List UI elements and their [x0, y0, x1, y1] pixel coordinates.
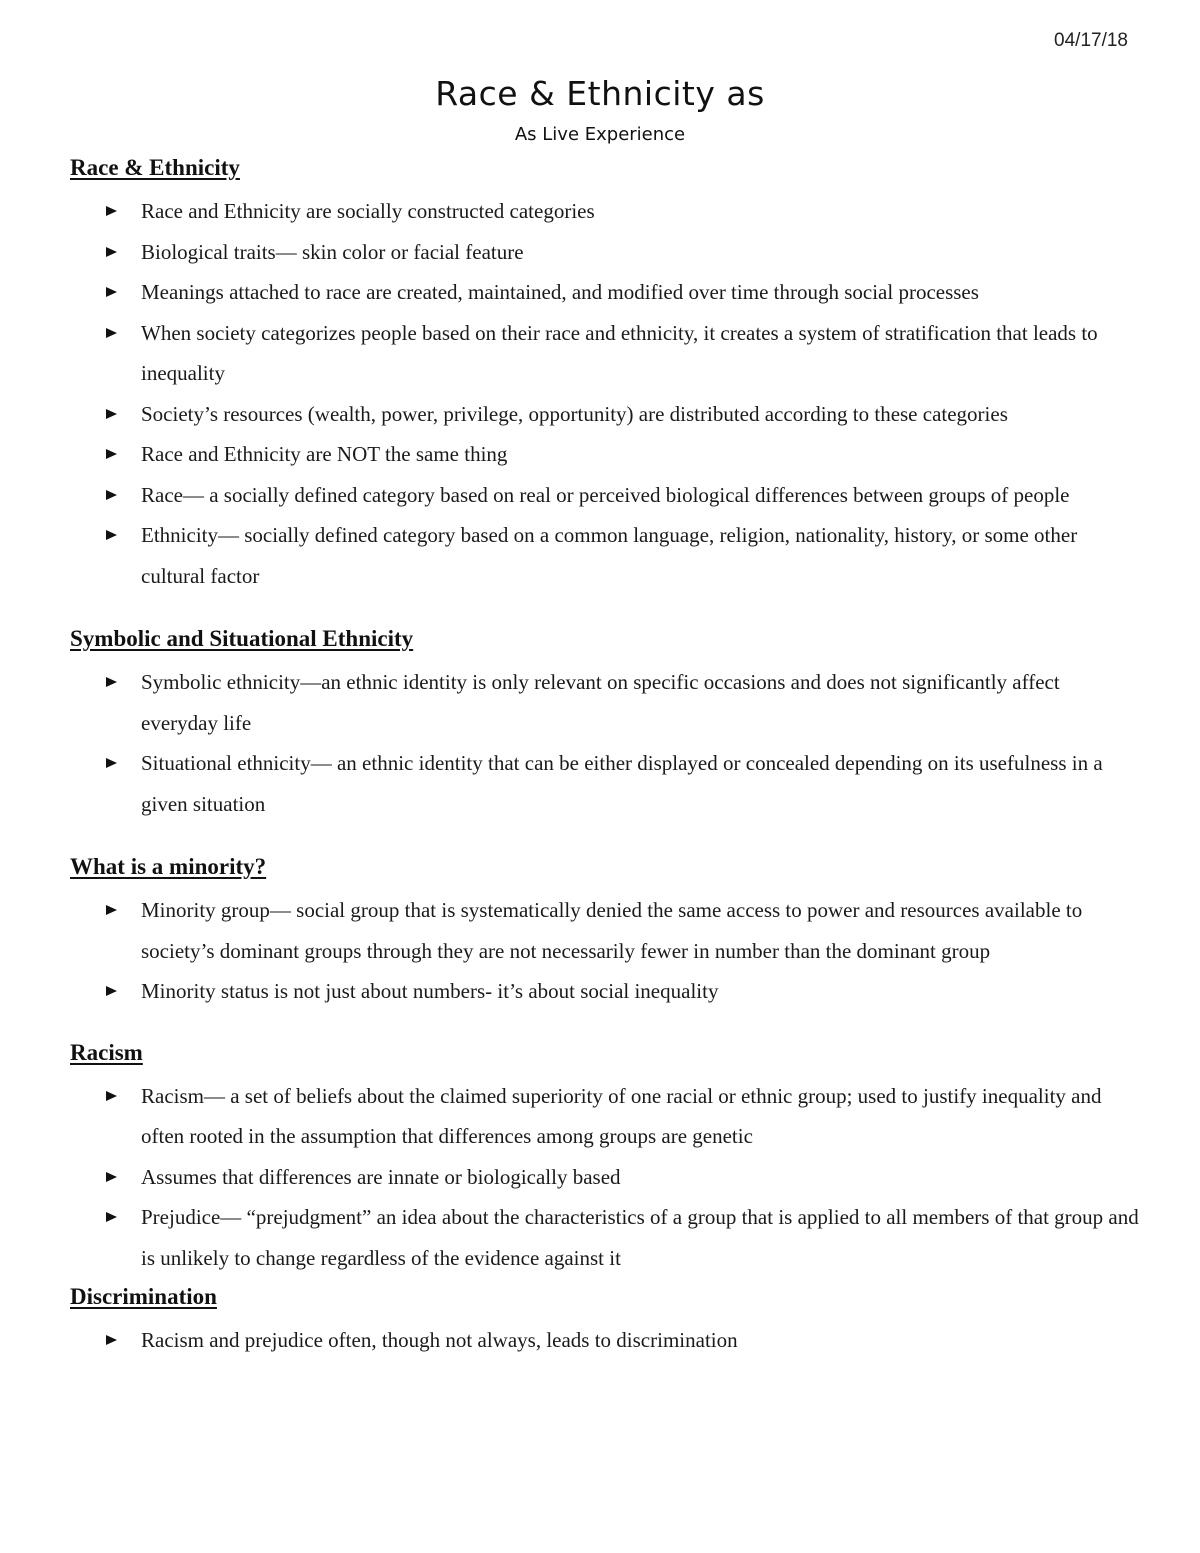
bullet-arrow-icon: [106, 206, 117, 216]
section-race-ethnicity: [70, 151, 1140, 596]
section-minority: [70, 850, 1140, 1012]
list-item: [70, 1197, 1140, 1278]
list-item: [70, 272, 1140, 313]
bullet-arrow-icon: [106, 1335, 117, 1345]
list-item-text: Ethnicity— socially defined category based on a common language, religion, nationality, history, or some other cultural factor: [141, 523, 1078, 588]
bullet-arrow-icon: [106, 986, 117, 996]
section-symbolic-situational: [70, 622, 1140, 824]
list-item: [70, 1157, 1140, 1198]
list-item-text: Meanings attached to race are created, maintained, and modified over time through social processes: [141, 280, 979, 304]
list-item-text: Racism— a set of beliefs about the claimed superiority of one racial or ethnic group; used to justify inequality and often rooted in the assumption that differences among groups are genetic: [141, 1083, 1102, 1148]
bullet-arrow-icon: [106, 1172, 117, 1182]
section-heading: Race & Ethnicity: [70, 155, 240, 180]
list-item-text: Racism and prejudice often, though not always, leads to discrimination: [141, 1328, 738, 1352]
list-item: [70, 394, 1140, 435]
bullet-arrow-icon: [106, 449, 117, 459]
list-item-text: Race and Ethnicity are socially constructed categories: [141, 199, 595, 223]
list-item-text: Assumes that differences are innate or biologically based: [141, 1164, 621, 1189]
bullet-list: [70, 890, 1140, 1012]
bullet-arrow-icon: [106, 758, 117, 768]
list-item: [70, 232, 1140, 273]
section-heading: Discrimination: [70, 1284, 217, 1309]
bullet-arrow-icon: [106, 490, 117, 500]
list-item: [70, 743, 1140, 824]
bullet-arrow-icon: [106, 287, 117, 297]
section-racism: [70, 1036, 1140, 1279]
document-subtitle: As Live Experience: [514, 124, 686, 145]
list-item-text: Society’s resources (wealth, power, privilege, opportunity) are distributed according to these categories: [141, 401, 1008, 426]
bullet-arrow-icon: [106, 530, 117, 540]
bullet-arrow-icon: [106, 1091, 117, 1101]
bullet-list: [70, 191, 1140, 596]
bullet-list: [70, 1320, 1140, 1361]
list-item-text: Race and Ethnicity are NOT the same thing: [141, 442, 508, 466]
bullet-arrow-icon: [106, 677, 117, 687]
list-item-text: Situational ethnicity— an ethnic identity that can be either displayed or concealed depending on its usefulness in a given situation: [141, 751, 1103, 816]
bullet-arrow-icon: [106, 1212, 117, 1222]
section-discrimination: [70, 1280, 1140, 1361]
list-item: [70, 971, 1140, 1012]
list-item: [70, 434, 1140, 475]
section-heading: Racism: [70, 1039, 143, 1065]
section-heading: Symbolic and Situational Ethnicity: [70, 626, 414, 651]
section-heading: What is a minority?: [70, 854, 267, 879]
list-item: [70, 890, 1140, 971]
list-item: [70, 475, 1140, 516]
bullet-arrow-icon: [106, 409, 117, 419]
list-item: [70, 1076, 1140, 1157]
list-item-text: Minority group— social group that is systematically denied the same access to power and resources available to society’s dominant groups through they are not necessarily fewer in number than the dominant group: [141, 898, 1083, 963]
bullet-list: [70, 1076, 1140, 1279]
list-item: [70, 191, 1140, 232]
list-item: [70, 313, 1140, 394]
list-item-text: Minority status is not just about numbers- it’s about social inequality: [141, 979, 719, 1003]
bullet-arrow-icon: [106, 905, 117, 915]
document-title: Race & Ethnicity as: [435, 74, 765, 113]
list-item: [70, 1320, 1140, 1361]
list-item-text: Biological traits— skin color or facial feature: [141, 239, 524, 264]
list-item-text: When society categorizes people based on their race and ethnicity, it creates a system of stratification that leads to inequality: [141, 320, 1098, 385]
bullet-arrow-icon: [106, 328, 117, 338]
list-item: [70, 515, 1140, 596]
document-date: 04/17/18: [1054, 30, 1128, 51]
list-item-text: Symbolic ethnicity—an ethnic identity is only relevant on specific occasions and does not significantly affect everyday life: [141, 670, 1060, 735]
list-item: [70, 662, 1140, 743]
bullet-list: [70, 662, 1140, 824]
list-item-text: Prejudice— “prejudgment” an idea about the characteristics of a group that is applied to all members of that group and is unlikely to change regardless of the evidence against it: [141, 1205, 1139, 1270]
bullet-arrow-icon: [106, 247, 117, 257]
list-item-text: Race— a socially defined category based on real or perceived biological differences between groups of people: [141, 482, 1070, 507]
document-body: [70, 151, 1140, 1361]
